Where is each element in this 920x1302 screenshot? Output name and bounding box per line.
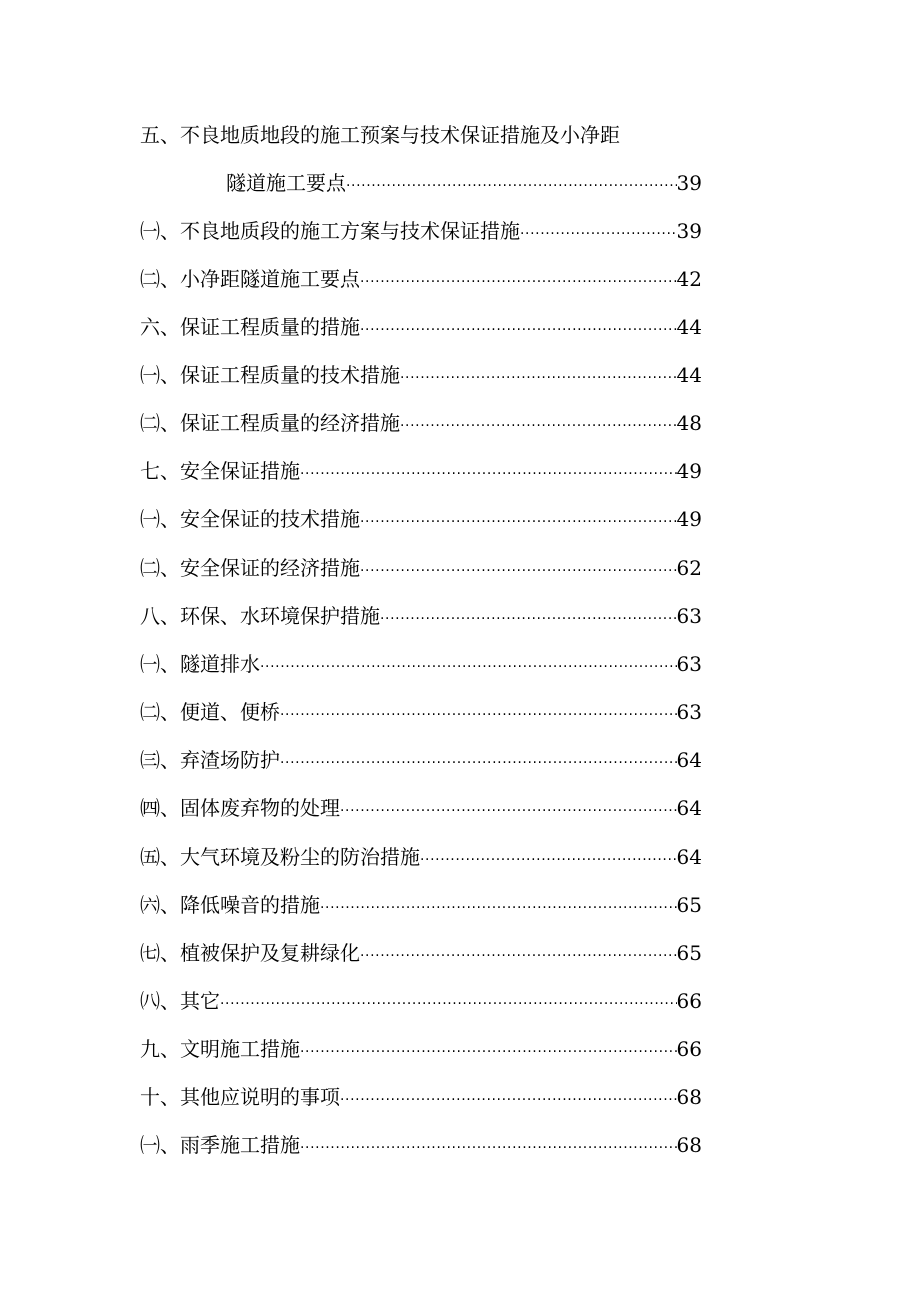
toc-entry[interactable] xyxy=(140,1128,702,1162)
toc-entry[interactable] xyxy=(140,599,702,633)
toc-entry[interactable] xyxy=(140,502,702,536)
toc-page-number: 68 xyxy=(676,1133,702,1157)
dot-leader xyxy=(520,217,677,251)
toc-entry[interactable] xyxy=(140,406,702,440)
toc-page-number: 63 xyxy=(676,604,702,628)
toc-page-number: 64 xyxy=(676,796,702,820)
dot-leader xyxy=(300,1035,677,1069)
dot-leader xyxy=(300,1131,677,1165)
dot-leader xyxy=(400,409,677,443)
toc-entry[interactable] xyxy=(140,1080,702,1114)
toc-page-number: 42 xyxy=(676,267,702,291)
toc-entry[interactable] xyxy=(140,936,702,970)
toc-page-number: 49 xyxy=(676,507,702,531)
dot-leader xyxy=(320,891,677,925)
dot-leader xyxy=(340,1083,677,1117)
toc-page-number: 39 xyxy=(676,219,702,243)
toc-entry-label: ㈡、保证工程质量的经济措施 xyxy=(140,411,400,435)
toc-entry[interactable] xyxy=(140,214,702,248)
toc-entry-label: ㈡、安全保证的经济措施 xyxy=(140,556,360,580)
toc-page-number: 63 xyxy=(676,652,702,676)
toc-page-number: 65 xyxy=(676,893,702,917)
toc-entry-label: ㈠、雨季施工措施 xyxy=(140,1133,300,1157)
toc-entry[interactable] xyxy=(140,262,702,296)
toc-entry-label: ㈡、便道、便桥 xyxy=(140,700,280,724)
dot-leader xyxy=(300,457,677,491)
toc-entry[interactable] xyxy=(140,888,702,922)
toc-entry-label: 隧道施工要点 xyxy=(226,171,346,195)
dot-leader xyxy=(360,265,677,299)
toc-entry[interactable] xyxy=(140,454,702,488)
dot-leader xyxy=(220,987,677,1021)
dot-leader xyxy=(400,361,677,395)
toc-entry-label: 五、不良地质地段的施工预案与技术保证措施及小净距 xyxy=(140,123,620,147)
dot-leader xyxy=(346,169,677,203)
dot-leader xyxy=(420,843,677,877)
toc-entry[interactable] xyxy=(140,310,702,344)
toc-entry[interactable] xyxy=(226,166,702,200)
toc-page-number: 39 xyxy=(676,171,702,195)
toc-entry-label: ㈠、安全保证的技术措施 xyxy=(140,507,360,531)
toc-entry-label: ㈢、弃渣场防护 xyxy=(140,748,280,772)
dot-leader xyxy=(360,505,677,539)
toc-entry-label: ㈡、小净距隧道施工要点 xyxy=(140,267,360,291)
dot-leader xyxy=(360,939,677,973)
toc-entry-label: 八、环保、水环境保护措施 xyxy=(140,604,380,628)
toc-entry[interactable] xyxy=(140,984,702,1018)
toc-entry[interactable] xyxy=(140,840,702,874)
dot-leader xyxy=(280,698,677,732)
toc-entry[interactable] xyxy=(140,358,702,392)
toc-entry-label: 十、其他应说明的事项 xyxy=(140,1085,340,1109)
toc-page-number: 66 xyxy=(676,1037,702,1061)
toc-page-number: 66 xyxy=(676,989,702,1013)
toc-entry-label: ㈠、隧道排水 xyxy=(140,652,260,676)
toc-entry[interactable] xyxy=(140,695,702,729)
toc-entry-label: 六、保证工程质量的措施 xyxy=(140,315,360,339)
toc-entry[interactable] xyxy=(140,1032,702,1066)
toc-page-number: 44 xyxy=(676,363,702,387)
dot-leader xyxy=(280,746,677,780)
toc-page-number: 48 xyxy=(676,411,702,435)
toc-page-number: 49 xyxy=(676,459,702,483)
toc-page-number: 62 xyxy=(676,556,702,580)
toc-entry-label: ㈤、大气环境及粉尘的防治措施 xyxy=(140,845,420,869)
toc-entry[interactable] xyxy=(140,647,702,681)
toc-entry-label: ㈥、降低噪音的措施 xyxy=(140,893,320,917)
toc-entry[interactable] xyxy=(140,791,702,825)
toc-page-number: 44 xyxy=(676,315,702,339)
dot-leader xyxy=(340,794,677,828)
toc-entry-label: 九、文明施工措施 xyxy=(140,1037,300,1061)
toc-heading-continued xyxy=(140,118,702,152)
toc-entry-label: 七、安全保证措施 xyxy=(140,459,300,483)
toc-entry-label: ㈦、植被保护及复耕绿化 xyxy=(140,941,360,965)
toc-entry-label: ㈧、其它 xyxy=(140,989,220,1013)
toc-page-number: 64 xyxy=(676,748,702,772)
dot-leader xyxy=(380,602,677,636)
toc-entry-label: ㈠、不良地质段的施工方案与技术保证措施 xyxy=(140,219,520,243)
toc-entry[interactable] xyxy=(140,743,702,777)
toc-entry-label: ㈠、保证工程质量的技术措施 xyxy=(140,363,400,387)
toc-page-number: 64 xyxy=(676,845,702,869)
dot-leader xyxy=(360,554,677,588)
dot-leader xyxy=(360,313,677,347)
toc-page-number: 68 xyxy=(676,1085,702,1109)
toc-page-number: 63 xyxy=(676,700,702,724)
dot-leader xyxy=(260,650,677,684)
toc-page-number: 65 xyxy=(676,941,702,965)
toc-entry-label: ㈣、固体废弃物的处理 xyxy=(140,796,340,820)
toc-entry[interactable] xyxy=(140,551,702,585)
